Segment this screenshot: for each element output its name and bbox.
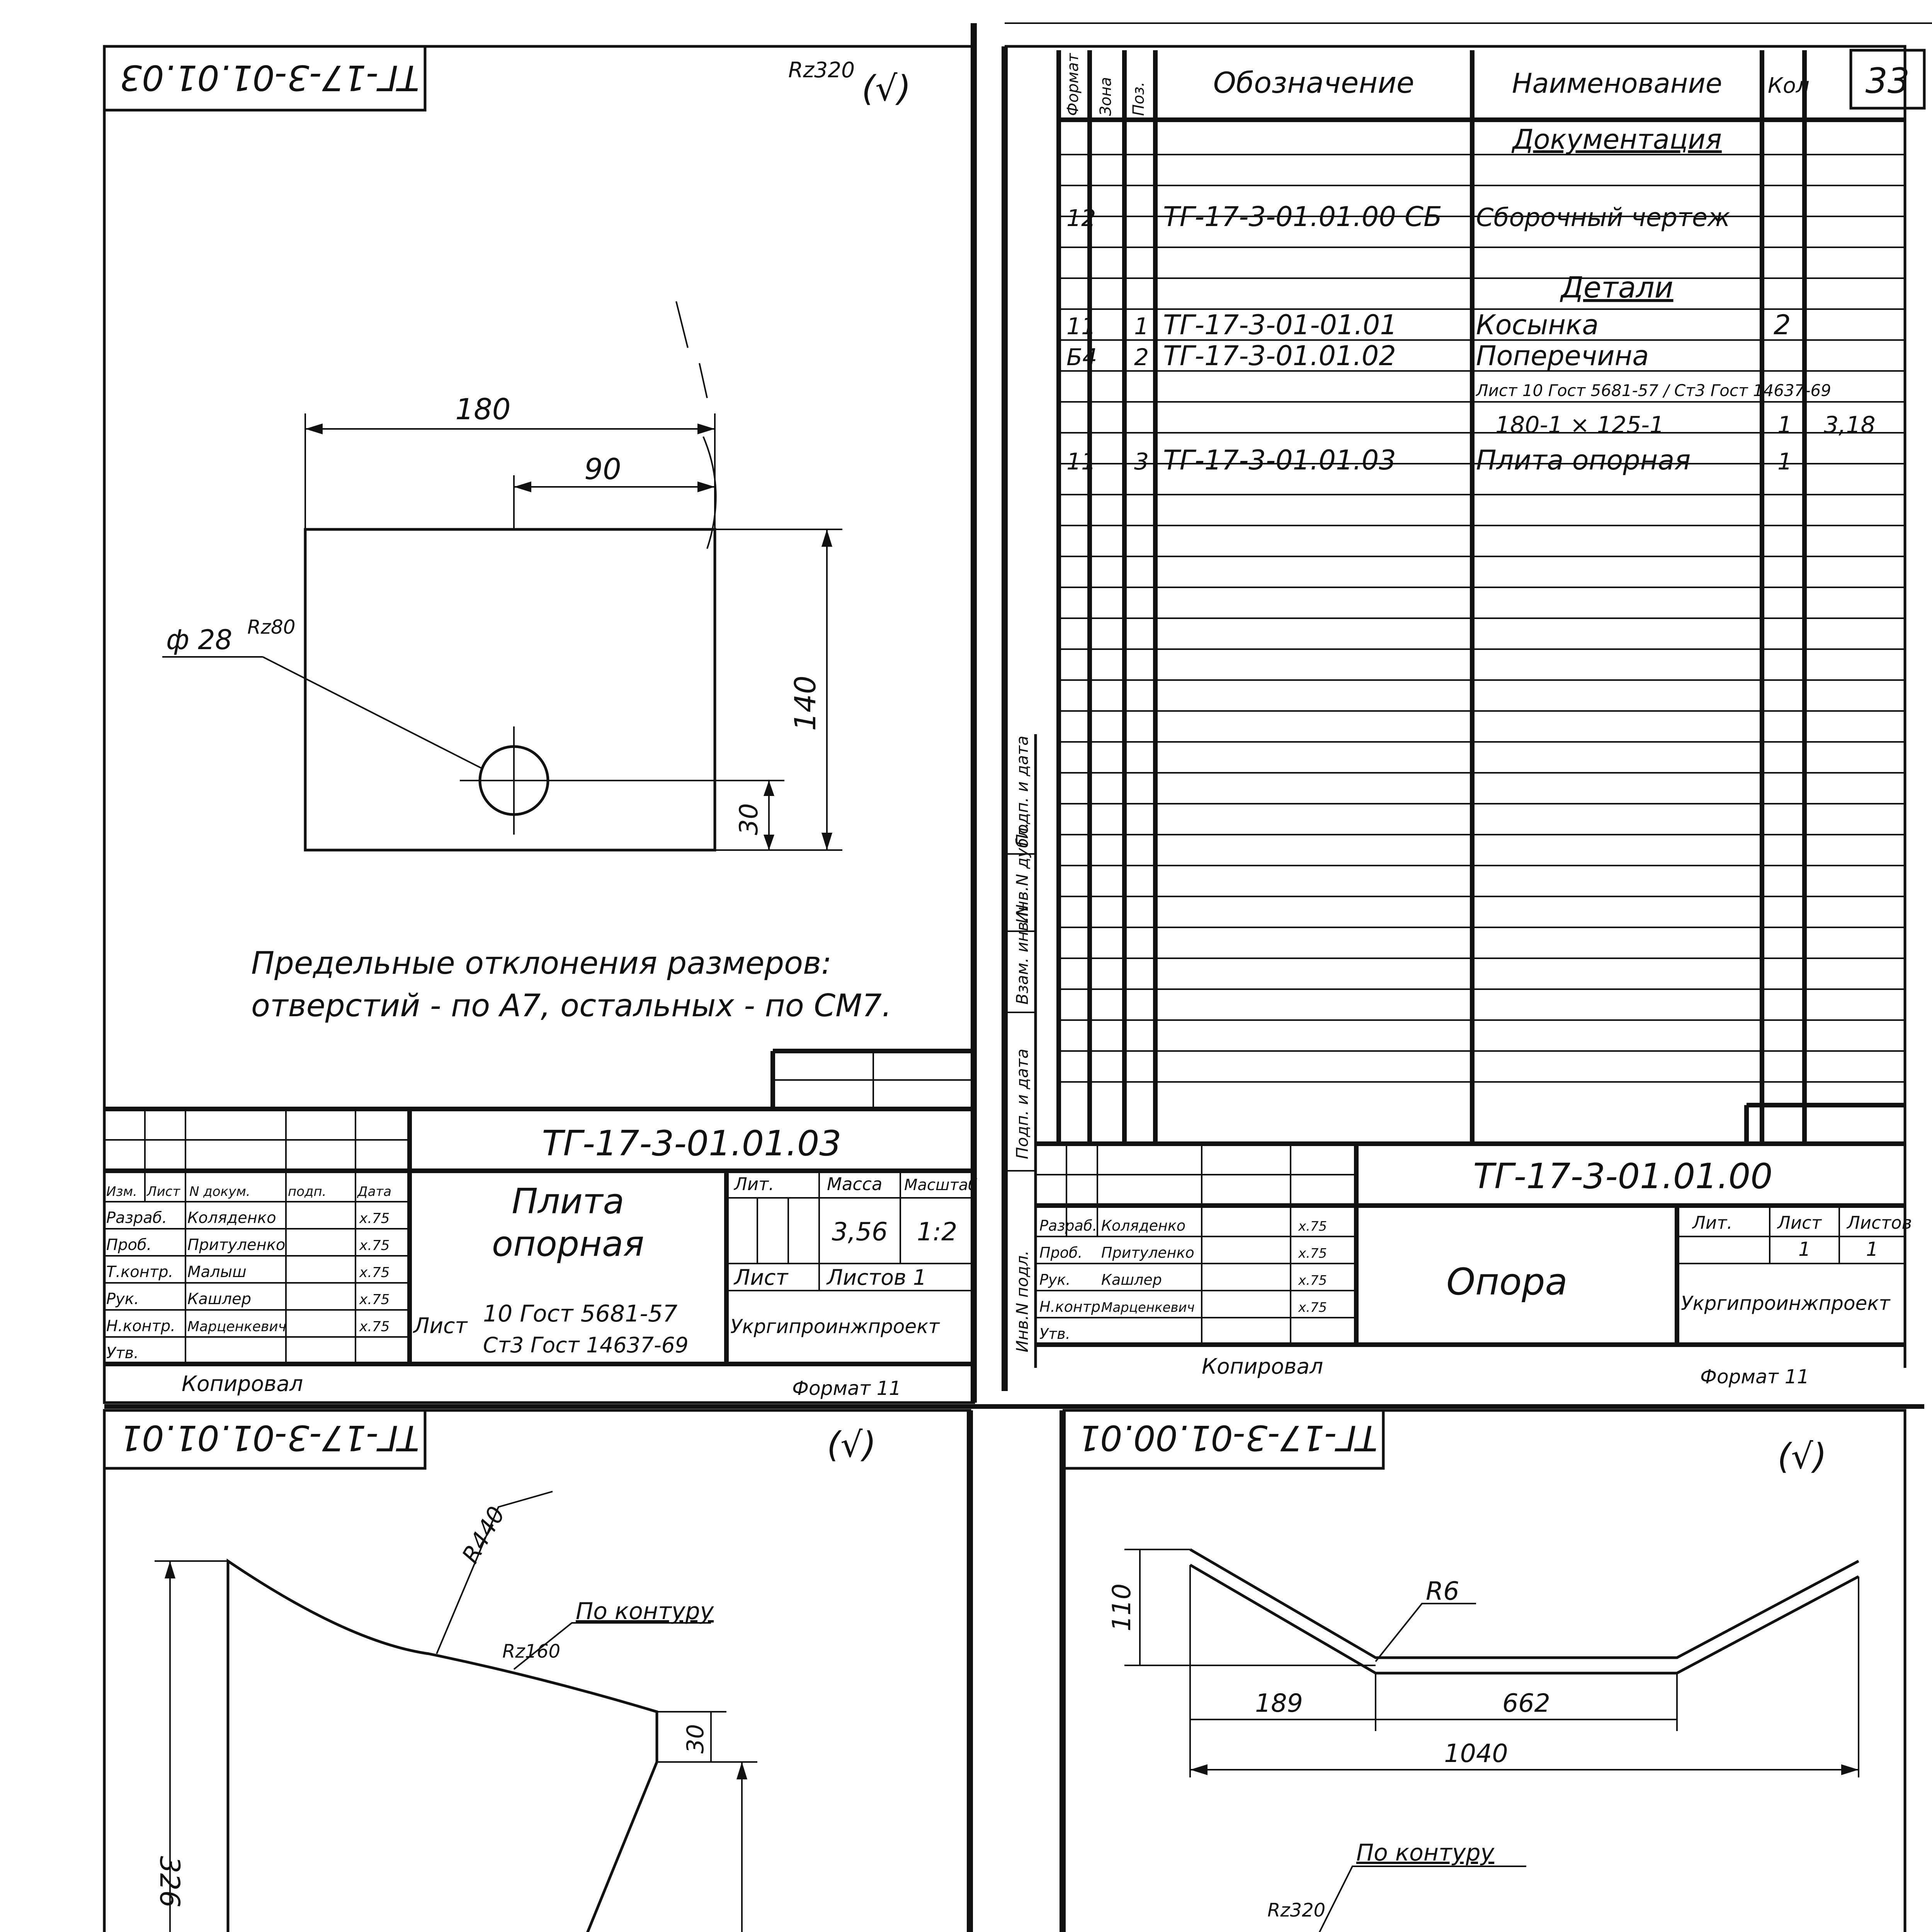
- frame-drawing: [1107, 1549, 1859, 1932]
- role: Разраб.: [1039, 1217, 1097, 1234]
- role: Разраб.: [106, 1209, 167, 1227]
- spec-row-des: ТГ-17-3-01.01.03: [1163, 444, 1396, 476]
- roughness-mark: Rz320: [788, 58, 855, 82]
- role: Утв.: [106, 1344, 139, 1362]
- spec-row-pos: 3: [1134, 448, 1149, 475]
- side-label: Инв.N дубл.: [1013, 822, 1032, 923]
- hole-roughness: Rz80: [247, 616, 296, 638]
- dim-90: 90: [584, 452, 621, 486]
- role-date: х.75: [1298, 1300, 1327, 1315]
- spec-h-pos: Поз.: [1130, 82, 1148, 116]
- role-name: Малыш: [187, 1263, 247, 1281]
- role-date: х.75: [1298, 1273, 1327, 1288]
- spec-sheet-val: 1: [1798, 1238, 1811, 1260]
- gusset-drawing: [154, 1492, 757, 1932]
- spec-row-note: 3,18: [1824, 412, 1876, 439]
- gusset-stamp: ТГ-17-3-01.01.01: [120, 1417, 420, 1458]
- role-date: х.75: [359, 1211, 390, 1226]
- plate-format: Формат 11: [792, 1377, 901, 1400]
- dim-1040: 1040: [1444, 1739, 1508, 1768]
- spec-row-name: Сборочный чертеж: [1476, 203, 1730, 232]
- spec-h-format: Формат: [1064, 53, 1082, 116]
- role: Н.контр.: [106, 1317, 175, 1335]
- spec-row-des: ТГ-17-3-01.01.02: [1163, 340, 1396, 372]
- sheet-frame: [1005, 1410, 1907, 1932]
- spec-row-name: 180-1 × 125-1: [1495, 412, 1665, 439]
- role-date: х.75: [359, 1319, 390, 1335]
- spec-h-zone: Зона: [1097, 77, 1115, 116]
- plate-name-2: опорная: [492, 1224, 645, 1264]
- dim-662: 662: [1502, 1689, 1551, 1718]
- plate-org: Укргипроинжпроект: [730, 1315, 940, 1338]
- role-name: Кашлер: [187, 1290, 252, 1308]
- dim-30: 30: [682, 1724, 709, 1754]
- role-name: Коляденко: [187, 1209, 276, 1227]
- role-name: Притуленко: [187, 1236, 286, 1254]
- role-name: Кашлер: [1101, 1271, 1162, 1288]
- role: Рук.: [1039, 1271, 1071, 1288]
- hdr-doc: N докум.: [189, 1184, 250, 1199]
- dim-r440: R440: [457, 1502, 511, 1568]
- dim-140: 140: [788, 675, 822, 731]
- plate-mass: 3,56: [832, 1218, 888, 1247]
- spec-row-name: Детали: [1561, 270, 1673, 304]
- spec-format: Формат 11: [1700, 1366, 1810, 1388]
- role-date: х.75: [359, 1265, 390, 1281]
- sheet-plate: [104, 23, 978, 1403]
- spec-row-name: Поперечина: [1476, 340, 1649, 372]
- hdr-list: Лист: [147, 1184, 180, 1199]
- plate-copied: Копировал: [182, 1371, 303, 1396]
- plate-stamp: ТГ-17-3-01.01.03: [120, 57, 420, 98]
- dim-326: 326: [154, 1856, 185, 1908]
- gusset-roughness: (√): [827, 1425, 876, 1465]
- hdr-date: Дата: [357, 1184, 392, 1199]
- spec-row-fmt: 11: [1066, 448, 1096, 475]
- spec-row-fmt: Б4: [1066, 344, 1097, 371]
- spec-h-designation: Обозначение: [1213, 66, 1415, 100]
- spec-row-fmt: 12: [1066, 205, 1096, 232]
- dim-contour: По контуру: [576, 1598, 714, 1625]
- role: Проб.: [1039, 1244, 1083, 1261]
- plate-sheets: Листов 1: [827, 1265, 927, 1290]
- spec-org: Укргипроинжпроект: [1681, 1292, 1890, 1315]
- spec-name: Опора: [1446, 1261, 1568, 1303]
- spec-sheets: Листов: [1847, 1213, 1912, 1233]
- spec-row-name: Лист 10 Гост 5681-57 / Ст3 Гост 14637-69: [1476, 381, 1831, 400]
- plate-mat-prefix: Лист: [413, 1313, 468, 1338]
- side-label: Подп. и дата: [1013, 1048, 1032, 1159]
- spec-h-name: Наименование: [1512, 68, 1722, 99]
- role: Рук.: [106, 1290, 139, 1308]
- spec-side-labels: [1005, 734, 1036, 1368]
- dim-110: 110: [1107, 1583, 1136, 1632]
- role-name: Марценкевич: [1101, 1300, 1195, 1315]
- sheet-gusset: [104, 1410, 983, 1932]
- hole-dim: ф 28: [166, 624, 233, 656]
- dim-contour: По контуру: [1356, 1839, 1495, 1866]
- spec-row-des: ТГ-17-3-01.01.00 СБ: [1163, 201, 1442, 233]
- role-name: Марценкевич: [187, 1319, 286, 1335]
- spec-code: ТГ-17-3-01.01.00: [1473, 1156, 1773, 1197]
- plate-code: ТГ-17-3-01.01.03: [542, 1123, 842, 1164]
- role: Проб.: [106, 1236, 152, 1254]
- side-label: Взам. инв.N: [1013, 904, 1032, 1005]
- role-date: х.75: [359, 1292, 390, 1308]
- spec-row-pos: 1: [1134, 313, 1149, 340]
- spec-row-name: Косынка: [1476, 309, 1599, 341]
- spec-h-qty: Кол: [1768, 73, 1810, 98]
- frame-stamp: ТГ-17-3-01.00.01: [1078, 1417, 1378, 1458]
- role-name: Коляденко: [1101, 1217, 1186, 1234]
- plate-note-1: Предельные отклонения размеров:: [251, 945, 832, 981]
- spec-row-name: Плита опорная: [1476, 444, 1691, 476]
- dim-189: 189: [1255, 1689, 1303, 1718]
- spec-row-pos: 2: [1134, 344, 1149, 371]
- spec-sheet-no: 33: [1865, 61, 1910, 101]
- spec-row-fmt: 11: [1066, 313, 1096, 340]
- side-label: Инв.N подл.: [1013, 1250, 1032, 1352]
- spec-row-qty: 1: [1777, 412, 1793, 439]
- plate-mat-bottom: Ст3 Гост 14637-69: [483, 1333, 689, 1357]
- spec-row-name: Документация: [1512, 124, 1722, 155]
- side-label: Подп. и дата: [1013, 735, 1032, 846]
- plate-scale: 1:2: [917, 1218, 957, 1247]
- role-date: х.75: [1298, 1219, 1327, 1234]
- roughness-other: (√): [862, 68, 911, 109]
- spec-sheet: Лист: [1777, 1213, 1822, 1233]
- plate-mat-top: 10 Гост 5681-57: [483, 1300, 678, 1327]
- plate-name-1: Плита: [512, 1181, 624, 1222]
- role: Т.контр.: [106, 1263, 173, 1281]
- spec-row-des: ТГ-17-3-01-01.01: [1163, 309, 1397, 341]
- plate-drawing: [162, 301, 842, 850]
- spec-copied: Копировал: [1202, 1354, 1323, 1379]
- plate-h-scale: Масштаб: [904, 1176, 978, 1194]
- plate-title-block: [104, 1051, 978, 1364]
- spec-sheets-val: 1: [1866, 1238, 1878, 1260]
- dim-rz320: Rz320: [1267, 1900, 1326, 1921]
- dim-r6: R6: [1426, 1577, 1459, 1606]
- dim-180: 180: [455, 392, 511, 426]
- spec-table: [1059, 50, 1905, 1144]
- role-date: х.75: [359, 1238, 390, 1253]
- frame-roughness: (√): [1777, 1436, 1827, 1477]
- role-name: Притуленко: [1101, 1244, 1194, 1261]
- hdr-sign: подп.: [288, 1184, 327, 1199]
- plate-sheet: Лист: [734, 1265, 788, 1290]
- spec-lit: Лит.: [1692, 1213, 1733, 1233]
- plate-h-lit: Лит.: [734, 1174, 774, 1194]
- role-date: х.75: [1298, 1246, 1327, 1261]
- dim-rz160: Rz160: [502, 1641, 561, 1662]
- spec-row-qty: 1: [1777, 448, 1793, 475]
- hdr-izm: Изм.: [106, 1184, 137, 1199]
- plate-note-2: отверстий - по А7, остальных - по СМ7.: [251, 988, 892, 1024]
- dim-30: 30: [735, 803, 764, 835]
- role: Утв.: [1039, 1325, 1070, 1342]
- role: Н.контр.: [1039, 1298, 1105, 1315]
- sheet-specification: [1005, 23, 1932, 1391]
- spec-row-qty: 2: [1774, 309, 1791, 341]
- plate-h-mass: Масса: [827, 1174, 883, 1194]
